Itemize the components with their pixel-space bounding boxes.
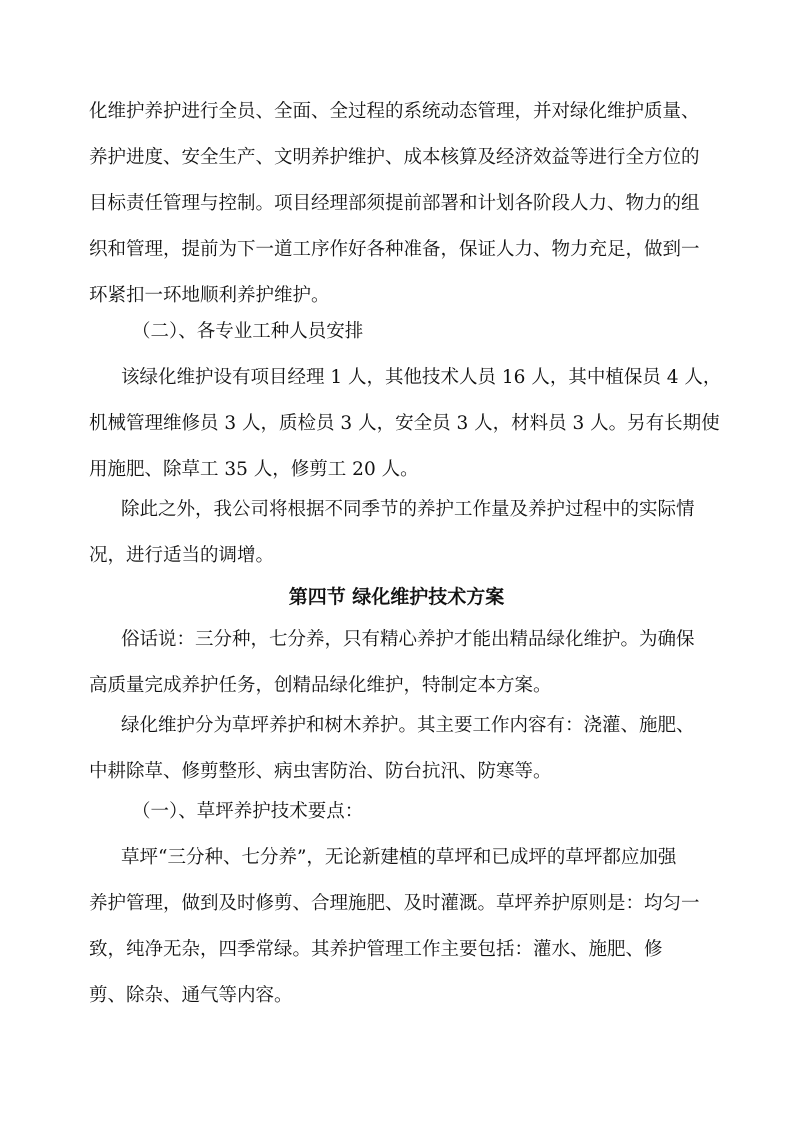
paragraph-line: 该绿化维护设有项目经理 1 人，其他技术人员 16 人，其中植保员 4 人， xyxy=(121,367,722,388)
paragraph-line: 俗话说：三分种，七分养，只有精心养护才能出精品绿化维护。为确保 xyxy=(121,629,695,650)
paragraph-line: 致，纯净无杂，四季常绿。其养护管理工作主要包括：灌水、施肥、修 xyxy=(89,939,663,960)
paragraph-line: 化维护养护进行全员、全面、全过程的系统动态管理，并对绿化维护质量、 xyxy=(89,101,700,122)
paragraph-line: 织和管理，提前为下一道工序作好各种准备，保证人力、物力充足，做到一 xyxy=(89,239,700,260)
paragraph-line: 绿化维护分为草坪养护和树木养护。其主要工作内容有：浇灌、施肥、 xyxy=(121,715,695,736)
paragraph-line: 草坪“三分种、七分养”，无论新建植的草坪和已成坪的草坪都应加强 xyxy=(121,847,677,868)
paragraph-line: 剪、除杂、通气等内容。 xyxy=(89,985,293,1006)
paragraph-line: 养护进度、安全生产、文明养护维护、成本核算及经济效益等进行全方位的 xyxy=(89,147,700,168)
section-title: （二）、各专业工种人员安排 xyxy=(132,321,364,342)
paragraph-line: 目标责任管理与控制。项目经理部须提前部署和计划各阶段人力、物力的组 xyxy=(89,193,700,214)
paragraph-line: 机械管理维修员 3 人，质检员 3 人，安全员 3 人，材料员 3 人。另有长期使 xyxy=(89,413,720,434)
paragraph-line: 中耕除草、修剪整形、病虫害防治、防台抗汛、防寒等。 xyxy=(89,761,552,782)
paragraph-line: 高质量完成养护任务，创精品绿化维护，特制定本方案。 xyxy=(89,675,552,696)
section-title: （一）、草坪养护技术要点： xyxy=(132,801,364,822)
paragraph-line: 养护管理，做到及时修剪、合理施肥、及时灌溉。草坪养护原则是：均匀一 xyxy=(89,893,700,914)
paragraph-line: 用施肥、除草工 35 人，修剪工 20 人。 xyxy=(89,459,419,480)
chapter-heading: 第四节 绿化维护技术方案 xyxy=(288,586,505,608)
paragraph-line: 况，进行适当的调增。 xyxy=(89,545,275,566)
paragraph-line: 环紧扣一环地顺利养护维护。 xyxy=(89,285,330,306)
paragraph-line: 除此之外，我公司将根据不同季节的养护工作量及养护过程中的实际情 xyxy=(121,499,695,520)
